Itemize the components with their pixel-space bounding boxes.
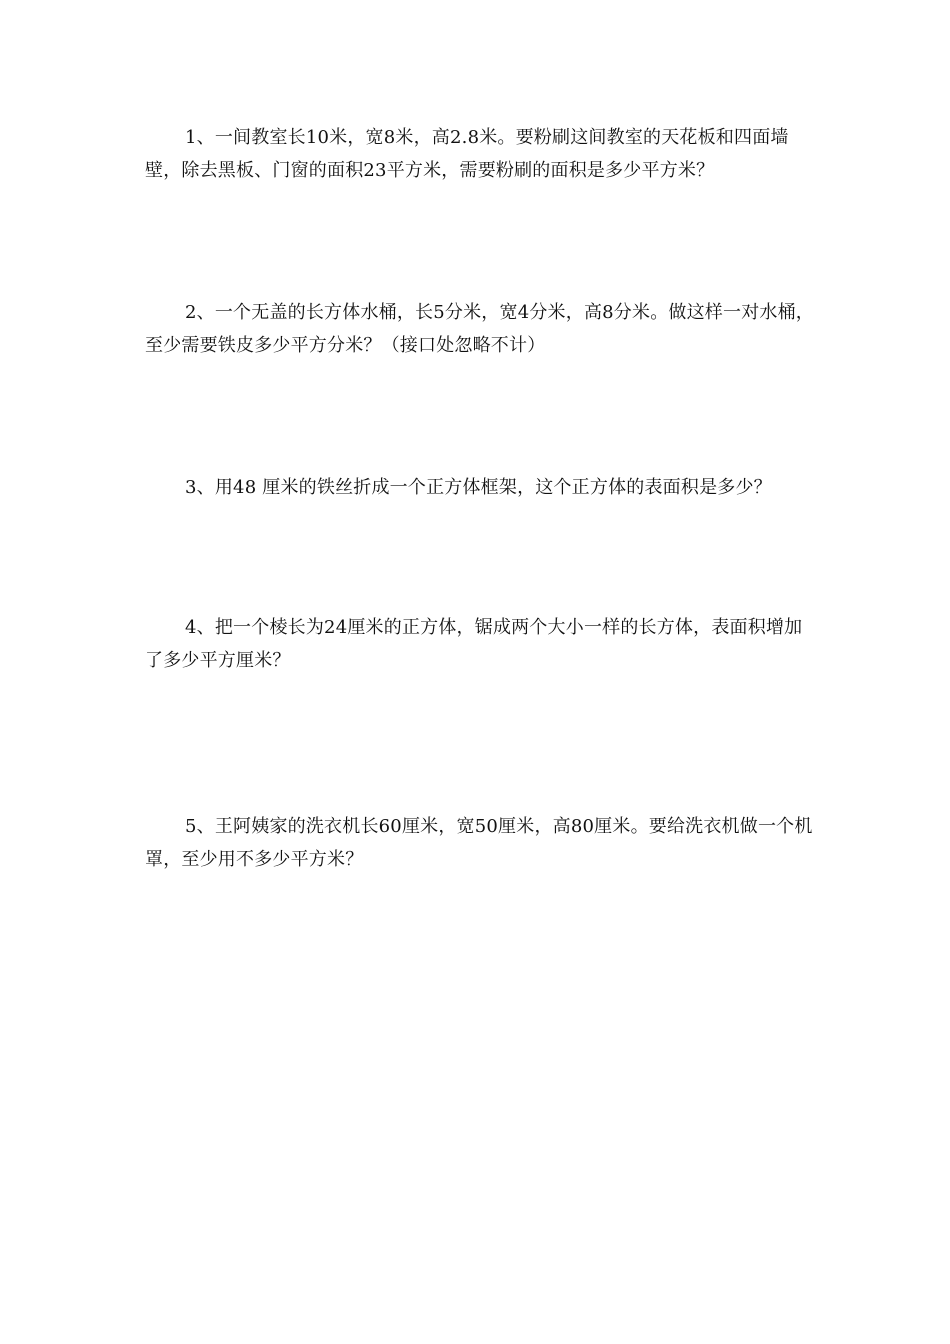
- question-2: 2、一个无盖的长方体水桶，长5分米，宽4分米，高8分米。做这样一对水桶，至少需要铁皮多少平方分米？（接口处忽略不计）: [145, 302, 815, 356]
- question-1: 1、一间教室长10米，宽8米，高2.8米。要粉刷这间教室的天花板和四面墙壁，除去黑板、门窗的面积23平方米，需要粉刷的面积是多少平方米？: [145, 127, 789, 181]
- question-3: 3、用48 厘米的铁丝折成一个正方体框架，这个正方体的表面积是多少？: [185, 477, 772, 498]
- question-4: 4、把一个棱长为24厘米的正方体，锯成两个大小一样的长方体，表面积增加了多少平方厘米？: [145, 617, 803, 671]
- question-5: 5、王阿姨家的洗衣机长60厘米，宽50厘米，高80厘米。要给洗衣机做一个机罩，至少用不多少平方米？: [145, 816, 813, 870]
